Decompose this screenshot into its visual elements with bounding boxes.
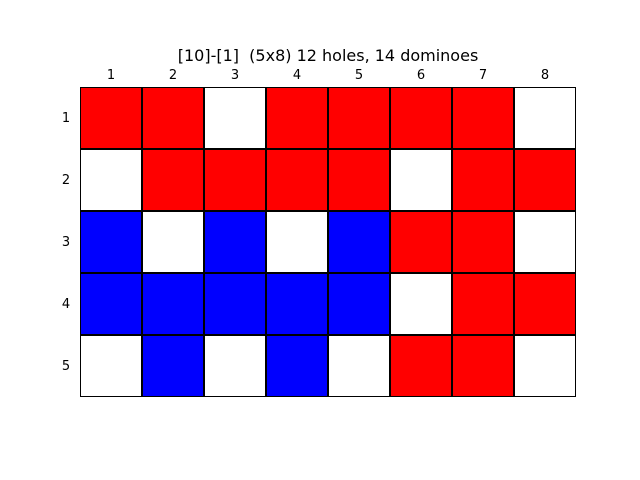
grid-cell-hole-r1-c8 (514, 87, 576, 149)
grid-cell-blue-r3-c1 (80, 211, 142, 273)
grid-cell-blue-r3-c3 (204, 211, 266, 273)
grid-cell-red-r1-c2 (142, 87, 204, 149)
grid-cell-hole-r5-c5 (328, 335, 390, 397)
column-label: 6 (416, 68, 426, 83)
row-label: 5 (61, 358, 71, 374)
row-label: 1 (61, 110, 71, 126)
grid-cell-red-r3-c7 (452, 211, 514, 273)
grid-cell-blue-r5-c4 (266, 335, 328, 397)
grid-cell-red-r1-c1 (80, 87, 142, 149)
grid-cell-hole-r5-c8 (514, 335, 576, 397)
column-label: 2 (168, 68, 178, 83)
grid-cell-hole-r1-c3 (204, 87, 266, 149)
row-label: 4 (61, 296, 71, 312)
grid-cell-blue-r5-c2 (142, 335, 204, 397)
grid-cell-red-r1-c4 (266, 87, 328, 149)
grid-cell-blue-r3-c5 (328, 211, 390, 273)
row-label: 2 (61, 172, 71, 188)
grid-cell-blue-r4-c3 (204, 273, 266, 335)
grid-cell-hole-r5-c3 (204, 335, 266, 397)
grid-cell-hole-r5-c1 (80, 335, 142, 397)
column-labels (80, 68, 576, 84)
row-labels (56, 87, 76, 397)
grid-cell-red-r1-c6 (390, 87, 452, 149)
grid-cell-blue-r4-c2 (142, 273, 204, 335)
column-label: 4 (292, 68, 302, 83)
grid-cell-red-r2-c2 (142, 149, 204, 211)
grid-cell-red-r2-c5 (328, 149, 390, 211)
grid-cell-hole-r2-c1 (80, 149, 142, 211)
grid-cell-blue-r4-c4 (266, 273, 328, 335)
column-label: 3 (230, 68, 240, 83)
grid-cell-red-r2-c4 (266, 149, 328, 211)
grid-cell-hole-r3-c2 (142, 211, 204, 273)
column-label: 8 (540, 68, 550, 83)
grid-cell-red-r1-c7 (452, 87, 514, 149)
grid-cell-hole-r4-c6 (390, 273, 452, 335)
grid-cell-red-r2-c8 (514, 149, 576, 211)
grid-cell-hole-r3-c8 (514, 211, 576, 273)
grid-cell-blue-r4-c5 (328, 273, 390, 335)
grid-cell-red-r5-c7 (452, 335, 514, 397)
row-label: 3 (61, 234, 71, 250)
grid-cell-red-r2-c7 (452, 149, 514, 211)
grid-cell-red-r1-c5 (328, 87, 390, 149)
grid-cell-red-r2-c3 (204, 149, 266, 211)
grid-cell-hole-r3-c4 (266, 211, 328, 273)
column-label: 7 (478, 68, 488, 83)
grid-cell-blue-r4-c1 (80, 273, 142, 335)
column-label: 5 (354, 68, 364, 83)
grid-cell-red-r3-c6 (390, 211, 452, 273)
grid-cell-red-r4-c8 (514, 273, 576, 335)
column-label: 1 (106, 68, 116, 83)
diagram-title: [10]-[1] (5x8) 12 holes, 14 dominoes (177, 46, 479, 65)
grid-cell-hole-r2-c6 (390, 149, 452, 211)
domino-grid (80, 87, 576, 397)
grid-cell-red-r5-c6 (390, 335, 452, 397)
grid-cell-red-r4-c7 (452, 273, 514, 335)
